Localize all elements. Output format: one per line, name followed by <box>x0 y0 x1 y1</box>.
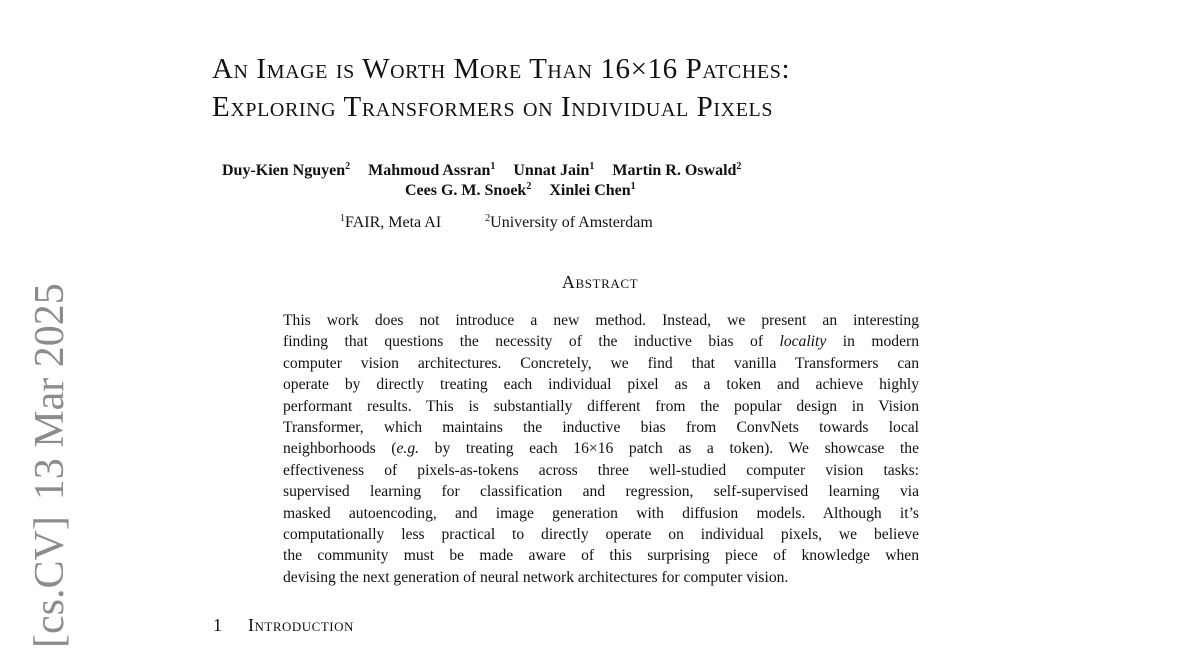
author-list <box>222 160 882 202</box>
abstract-line: performant results. This is substantially different from the popular design in Vision <box>283 397 919 415</box>
arxiv-sidebar-stamp <box>28 283 72 648</box>
abstract-line: finding that questions the necessity of the inductive bias of locality in modern <box>283 333 919 351</box>
abstract-line: masked autoencoding, and image generation with diffusion models. Although it’s <box>283 504 919 522</box>
section-number: 1 <box>213 615 222 635</box>
abstract-line: devising the next generation of neural network architectures for computer vision. <box>283 568 789 586</box>
abstract-line: supervised learning for classification and regression, self-supervised learning via <box>283 483 919 501</box>
paper-title-line-1: An Image is Worth More Than 16×16 Patches: <box>212 53 791 85</box>
abstract-line: Transformer, which maintains the inductive bias from ConvNets towards local <box>283 419 919 437</box>
abstract-line: effectiveness of pixels-as-tokens across three well-studied computer vision tasks: <box>283 461 919 479</box>
author: Cees G. M. Snoek$^2$ <box>405 181 532 199</box>
abstract-body <box>283 310 919 588</box>
author: Martin R. Oswald$^2$ <box>612 161 742 179</box>
author: Duy-Kien Nguyen$^2$ <box>222 161 351 179</box>
abstract-heading: Abstract <box>561 272 639 292</box>
author: Mahmoud Assran$^1$ <box>368 161 496 179</box>
affiliation-list <box>340 212 697 234</box>
paper-title-line-2: Exploring Transformers on Individual Pixels <box>212 91 774 123</box>
arxiv-date: 13 Mar 2025 <box>27 283 73 501</box>
abstract-line: operate by directly treating each individual pixel as a token and achieve highly <box>283 376 919 394</box>
paper-title <box>212 50 1032 126</box>
arxiv-category: [cs.CV] <box>27 516 73 648</box>
abstract-line: neighborhoods (e.g. by treating each 16×16 patch as a token). We showcase the <box>283 440 919 458</box>
abstract-line: This work does not introduce a new method. Instead, we present an interesting <box>283 312 919 329</box>
abstract-line: computationally less practical to directly operate on individual pixels, we believe <box>283 526 919 544</box>
abstract-line: computer vision architectures. Concretely, we find that vanilla Transformers can <box>283 354 919 372</box>
affiliation: $^2$University of Amsterdam <box>485 213 653 231</box>
author: Unnat Jain$^1$ <box>513 161 595 179</box>
affiliation: $^1$FAIR, Meta AI <box>340 213 442 231</box>
section-title: Introduction <box>248 615 354 635</box>
abstract-line: the community must be made aware of this surprising piece of knowledge when <box>283 547 919 565</box>
section-heading-introduction <box>213 615 354 636</box>
author: Xinlei Chen$^1$ <box>549 181 636 199</box>
